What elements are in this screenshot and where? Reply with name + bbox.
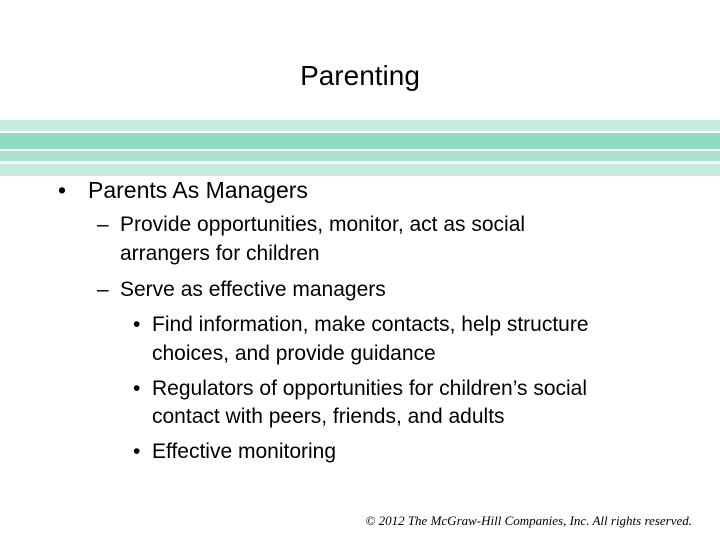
bullet-parents-as-managers: Parents As Managers [88,177,308,203]
sub-sub-bullet-monitoring: Effective monitoring [152,440,337,463]
band-stripe [0,133,720,149]
sub-sub-bullet-regulators-line2: contact with peers, friends, and adults [152,405,505,428]
slide-title-text: Parenting [300,60,420,91]
sub-bullet-provide-line1: Provide opportunities, monitor, act as social [120,213,526,236]
sub-sub-bullet-find-line1: Find information, make contacts, help structure [152,313,589,336]
bullet-marker: • [133,377,141,400]
sub-bullet-provide-line2: arrangers for children [120,242,320,265]
bullet-marker: • [133,313,141,336]
dash-marker: – [97,278,109,301]
sub-bullet-serve: Serve as effective managers [120,278,386,301]
band-stripe [0,151,720,161]
decorative-header-band [0,120,720,176]
bullet-marker: • [133,440,141,463]
copyright-footer: © 2012 The McGraw-Hill Companies, Inc. All rights reserved. [365,513,692,528]
sub-sub-bullet-regulators-line1: Regulators of opportunities for children’s social [152,377,588,400]
dash-marker: – [97,213,109,236]
bullet-marker: • [58,177,67,203]
band-stripe [0,120,720,131]
slide-title [0,58,720,94]
sub-sub-bullet-find-line2: choices, and provide guidance [152,342,436,365]
